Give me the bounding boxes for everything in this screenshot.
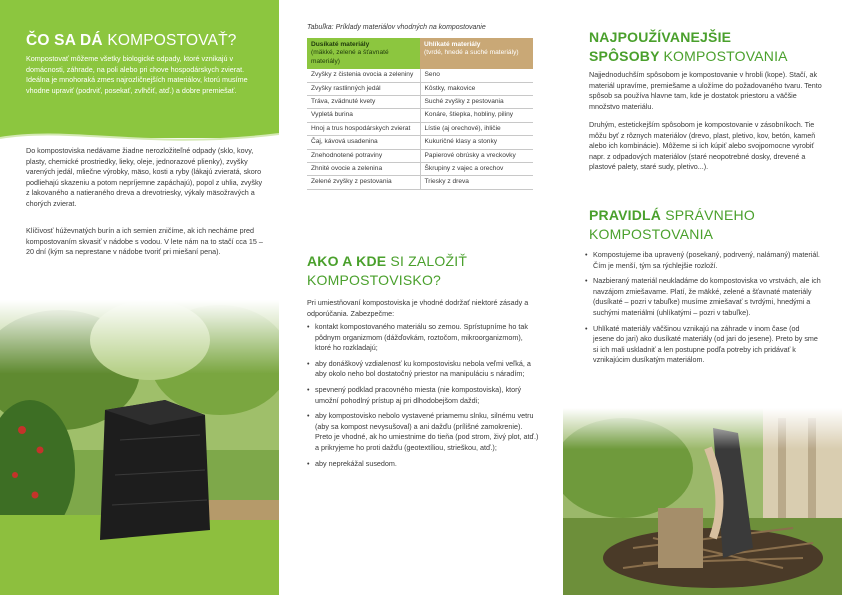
table-cell: Znehodnotené potraviny bbox=[307, 149, 420, 162]
table-cell: Vypletá burina bbox=[307, 109, 420, 122]
rules-bullet-list bbox=[585, 250, 821, 371]
header-nitrogen bbox=[307, 38, 420, 69]
materials-table bbox=[307, 38, 533, 190]
table-cell: Triesky z dreva bbox=[420, 176, 533, 189]
table-row bbox=[307, 176, 533, 189]
setup-bullet-list bbox=[307, 322, 539, 474]
table-row bbox=[307, 82, 533, 95]
table-cell: Zhnité ovocie a zelenina bbox=[307, 163, 420, 176]
excluded-waste-paragraph: Do kompostoviska nedávame žiadne nerozložiteľné odpady (sklo, kovy, plasty, chemické prostriedky, lieky, oleje, jednorazové plienky), zvyšky varených jedál, mliečne výrobky, mäso, kosti a ryby (lákajú zvieratá, skoro podliehajú skazeniu a potom nepríjemne zapáchajú), popol z uhlia, zvyšky z lakovaného a natieraného dreva a drevotriesky, výkaly mäsožravých a chorých zvierat. bbox=[26, 146, 263, 208]
section-title-how-where bbox=[307, 252, 547, 290]
table-row bbox=[307, 69, 533, 82]
title-bold: AKO A KDE bbox=[307, 253, 387, 269]
table-cell: Lístie (aj orechové), ihličie bbox=[420, 122, 533, 135]
title-light: KOMPOSTOVISKO? bbox=[307, 272, 442, 288]
table-cell: Konáre, štiepka, hobliny, piliny bbox=[420, 109, 533, 122]
table-row bbox=[307, 149, 533, 162]
column-methods-rules bbox=[563, 0, 842, 595]
header-carbon bbox=[420, 38, 533, 69]
header-nitrogen-sub: (mäkké, zelené a šťavnaté materiály) bbox=[311, 49, 389, 65]
section-title-what-to-compost bbox=[26, 32, 237, 50]
list-item: • aby kompostovisko nebolo vystavené priamemu slnku, silnému vetru (aby sa kompost nevysušoval) a ani dažďu (prílišné zamokrenie). Preto je vhodné, ak ho umiestnime do tieňa (pod strom, živý plot, atď.) a prikryjeme ho proti dažďu (geotextíliou, strieškou, atď.); bbox=[307, 411, 539, 453]
header-carbon-title: Uhlíkaté materiály bbox=[424, 41, 481, 48]
table-cell: Kukuričné klasy a stonky bbox=[420, 136, 533, 149]
table-cell: Papierové obrúsky a vreckovky bbox=[420, 149, 533, 162]
column-what-to-compost bbox=[0, 0, 279, 595]
table-header-row bbox=[307, 38, 533, 69]
table-cell: Suché zvyšky z pestovania bbox=[420, 96, 533, 109]
bin-method-paragraph: Druhým, estetickejším spôsobom je kompostovanie v zásobníkoch. Tie môžu byť z rôznych materiálov (drevo, plast, pletivo, kov, betón, kameň alebo ich kombinácie). Môžeme si ich kúpiť alebo svojpomocne vyrobiť napr. z odpadových materiálov (staré neopotrebné dosky, drevené a plastové palety, staré sudy, pletivo...). bbox=[589, 120, 816, 172]
table-cell: Zelené zvyšky z pestovania bbox=[307, 176, 420, 189]
table-cell: Zvyšky rastlinných jedál bbox=[307, 82, 420, 95]
list-item: • kontakt kompostovaného materiálu so zemou. Sprístupníme ho tak pôdnym organizmom (dážďovkám, roztočom, mikroorganizmom), ktoré ho rozkladajú; bbox=[307, 322, 539, 354]
weed-seeds-paragraph: Klíčivosť húževnatých burín a ich semien zničíme, ak ich necháme pred kompostovaním skvasiť v nádobe s vodou. V lete nám na to stačí cca 15 – 20 dní (kým sa neprestane v nádobe tvoriť pri miešaní pena). bbox=[26, 226, 263, 257]
list-item: • Kompostujeme iba upravený (posekaný, podrvený, nalámaný) materiál. Čím je menší, tým sa rýchlejšie rozloží. bbox=[585, 250, 821, 271]
list-item: • Nazbieraný materiál neukladáme do kompostoviska vo vrstvách, ale ich navzájom zmiešavame. Platí, že mäkké, zelené a šťavnaté materiály (dusíkaté – pozri v tabuľke) musíme zmiešavať s tvrdými, hnedými a suchými materiálmi (uhlíkatými – pozri v tabuľke). bbox=[585, 276, 821, 318]
header-carbon-sub: (tvrdé, hnedé a suché materiály) bbox=[424, 49, 519, 57]
title-bold: ČO SA DÁ bbox=[26, 32, 103, 49]
title-light: KOMPOSTOVAŤ? bbox=[107, 32, 237, 49]
title-light: SI ZALOŽIŤ bbox=[390, 253, 468, 269]
title-bold: NAJPOUŽÍVANEJŠIE bbox=[589, 29, 732, 45]
table-row bbox=[307, 136, 533, 149]
column-table-and-setup bbox=[281, 0, 560, 595]
list-item: • spevnený podklad pracovného miesta (nie kompostoviska), ktorý umožní pohodlný prístup aj pri dlhodobejšom daždi; bbox=[307, 385, 539, 406]
table-cell: Seno bbox=[420, 69, 533, 82]
table-row bbox=[307, 96, 533, 109]
heap-method-paragraph: Najjednoduchším spôsobom je kompostovanie v hrobli (kope). Stačí, ak materiál upravíme, premiešame a uložíme do požadovaného tvaru. Tento spôsob sa používa hlavne tam, kde je dostatok priestoru a väčšie množstvo materiálu. bbox=[589, 70, 822, 111]
table-cell: Tráva, zvädnuté kvety bbox=[307, 96, 420, 109]
intro-paragraph: Kompostovať môžeme všetky biologické odpady, ktoré vznikajú v domácnosti, záhrade, na poli alebo pri chove hospodárskych zvierat. Ideálna je mnohoraká zmes najrozličnejších materiálov, ktorú musíme vhodne upraviť (podrviť, posekať, zvlhčiť, atď.) a dobre premiešať. bbox=[26, 54, 248, 95]
green-header-panel bbox=[0, 0, 279, 138]
title-bold: PRAVIDLÁ bbox=[589, 207, 662, 223]
header-nitrogen-title: Dusíkaté materiály bbox=[311, 41, 370, 48]
chopping-branches-photo bbox=[563, 408, 842, 595]
list-item: • Uhlíkaté materiály väčšinou vznikajú na záhrade v inom čase (od jesene do jari) ako dusíkaté materiály (od jari do jesene). Preto by sme si ich mali uskladniť a len postupne podľa potreby ich pridávať k vznikajúcim dusíkatým materiálom. bbox=[585, 324, 821, 366]
compost-bin-garden-photo bbox=[0, 300, 279, 595]
table-cell: Zvyšky z čistenia ovocia a zeleniny bbox=[307, 69, 420, 82]
table-row bbox=[307, 163, 533, 176]
table-caption: Tabuľka: Príklady materiálov vhodných na kompostovanie bbox=[307, 24, 486, 31]
title-light: KOMPOSTOVANIA bbox=[663, 48, 788, 64]
table-cell: Čaj, kávová usadenina bbox=[307, 136, 420, 149]
title-light: SPRÁVNEHO bbox=[665, 207, 755, 223]
table-cell: Škrupiny z vajec a orechov bbox=[420, 163, 533, 176]
section-title-methods bbox=[589, 28, 829, 66]
list-item: • aby donáškový vzdialenosť ku kompostovisku nebola veľmi veľká, a aby okolo neho bol dostatočný priestor na manipuláciu s náradím; bbox=[307, 359, 539, 380]
section-title-rules bbox=[589, 206, 829, 244]
table-cell: Kôstky, makovice bbox=[420, 82, 533, 95]
list-item: • aby neprekážal susedom. bbox=[307, 459, 539, 470]
setup-lead-paragraph: Pri umiestňovaní kompostoviska je vhodné dodržať niektoré zásady a odporúčania. Zabezpečme: bbox=[307, 298, 529, 318]
title-bold: SPÔSOBY bbox=[589, 48, 660, 64]
table-row bbox=[307, 109, 533, 122]
title-light: KOMPOSTOVANIA bbox=[589, 226, 714, 242]
table-cell: Hnoj a trus hospodárskych zvierat bbox=[307, 122, 420, 135]
table-row bbox=[307, 122, 533, 135]
